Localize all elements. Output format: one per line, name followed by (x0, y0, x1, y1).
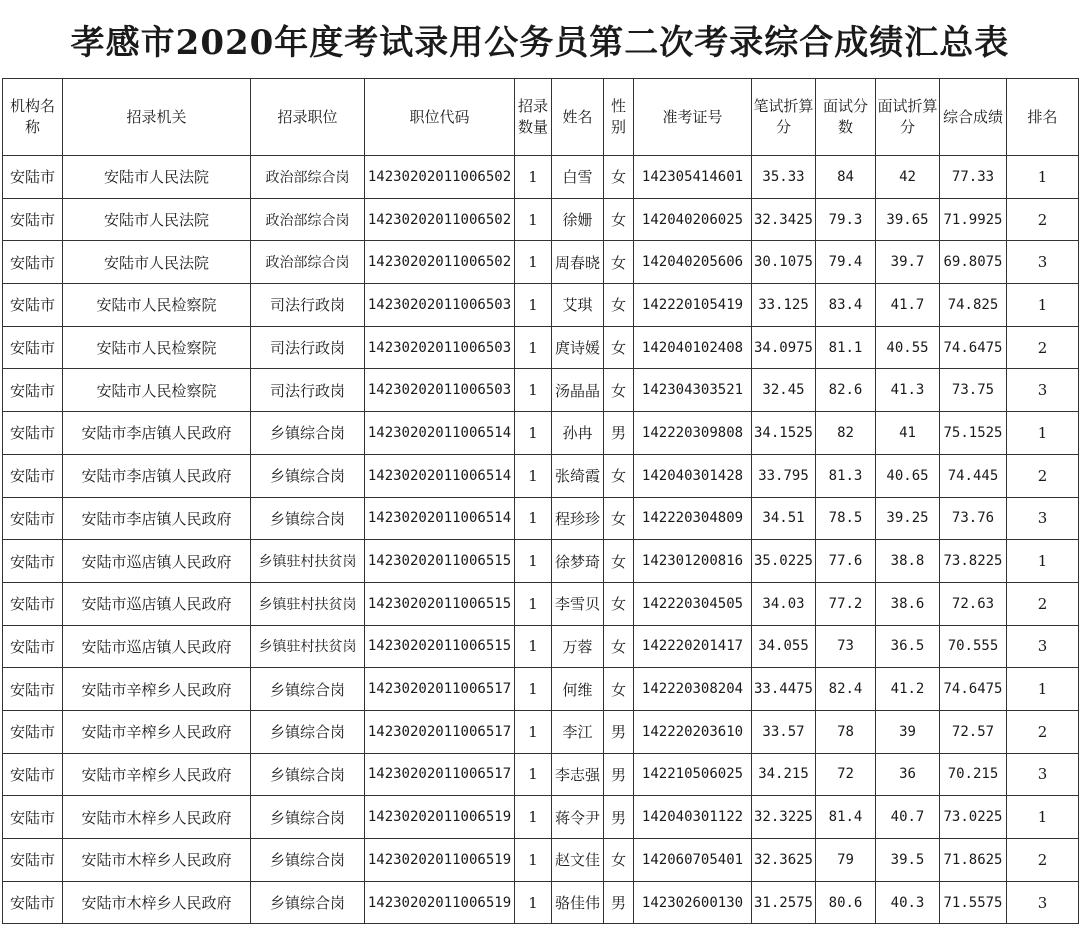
cell-name: 白雪 (552, 156, 604, 199)
cell-interview-score: 83.4 (816, 284, 876, 327)
header-name: 姓名 (552, 79, 604, 156)
cell-name: 艾琪 (552, 284, 604, 327)
cell-exam-id: 142302600130 (634, 881, 752, 924)
cell-gender: 女 (604, 540, 634, 583)
cell-position: 乡镇综合岗 (251, 668, 365, 711)
cell-total-score: 72.57 (940, 710, 1007, 753)
cell-interview-score: 78.5 (816, 497, 876, 540)
cell-interview-score: 77.6 (816, 540, 876, 583)
cell-gender: 女 (604, 241, 634, 284)
cell-total-score: 74.6475 (940, 668, 1007, 711)
cell-exam-id: 142220309808 (634, 412, 752, 455)
cell-org: 安陆市 (3, 540, 63, 583)
cell-position-code: 14230202011006502 (365, 198, 515, 241)
cell-rank: 1 (1007, 284, 1079, 327)
cell-interview-score: 79.3 (816, 198, 876, 241)
cell-name: 张绮霞 (552, 454, 604, 497)
cell-interview-converted: 39.65 (876, 198, 940, 241)
cell-written-score: 34.03 (752, 582, 816, 625)
cell-total-score: 73.76 (940, 497, 1007, 540)
cell-name: 李志强 (552, 753, 604, 796)
cell-position-code: 14230202011006503 (365, 369, 515, 412)
cell-written-score: 33.4475 (752, 668, 816, 711)
cell-gender: 男 (604, 412, 634, 455)
table-row (3, 753, 1079, 796)
cell-position: 乡镇驻村扶贫岗 (251, 582, 365, 625)
cell-written-score: 35.33 (752, 156, 816, 199)
cell-gender: 女 (604, 369, 634, 412)
cell-quota: 1 (515, 241, 552, 284)
cell-org: 安陆市 (3, 582, 63, 625)
cell-gender: 女 (604, 839, 634, 882)
cell-exam-id: 142220105419 (634, 284, 752, 327)
cell-gender: 男 (604, 881, 634, 924)
header-position-code: 职位代码 (365, 79, 515, 156)
cell-org: 安陆市 (3, 326, 63, 369)
cell-written-score: 30.1075 (752, 241, 816, 284)
header-written-score: 笔试折算分 (752, 79, 816, 156)
cell-position-code: 14230202011006517 (365, 668, 515, 711)
header-interview-score: 面试分数 (816, 79, 876, 156)
cell-interview-score: 81.3 (816, 454, 876, 497)
cell-interview-score: 73 (816, 625, 876, 668)
cell-name: 蒋令尹 (552, 796, 604, 839)
cell-rank: 3 (1007, 497, 1079, 540)
cell-rank: 1 (1007, 412, 1079, 455)
cell-interview-converted: 40.55 (876, 326, 940, 369)
cell-position-code: 14230202011006514 (365, 454, 515, 497)
cell-agency: 安陆市巡店镇人民政府 (63, 540, 251, 583)
cell-gender: 女 (604, 198, 634, 241)
cell-quota: 1 (515, 839, 552, 882)
table-row (3, 710, 1079, 753)
cell-quota: 1 (515, 540, 552, 583)
cell-written-score: 31.2575 (752, 881, 816, 924)
cell-total-score: 71.5575 (940, 881, 1007, 924)
cell-written-score: 34.0975 (752, 326, 816, 369)
cell-position: 乡镇驻村扶贫岗 (251, 540, 365, 583)
cell-position-code: 14230202011006502 (365, 241, 515, 284)
cell-position: 乡镇综合岗 (251, 753, 365, 796)
table-body (3, 156, 1079, 924)
cell-quota: 1 (515, 796, 552, 839)
cell-interview-converted: 41.2 (876, 668, 940, 711)
cell-interview-converted: 39.7 (876, 241, 940, 284)
table-row (3, 284, 1079, 327)
cell-rank: 1 (1007, 668, 1079, 711)
table-row (3, 198, 1079, 241)
cell-total-score: 75.1525 (940, 412, 1007, 455)
table-row (3, 540, 1079, 583)
cell-org: 安陆市 (3, 625, 63, 668)
cell-position-code: 14230202011006519 (365, 881, 515, 924)
cell-gender: 女 (604, 497, 634, 540)
cell-org: 安陆市 (3, 710, 63, 753)
table-row (3, 412, 1079, 455)
cell-position-code: 14230202011006519 (365, 839, 515, 882)
cell-interview-score: 79 (816, 839, 876, 882)
table-row (3, 241, 1079, 284)
cell-quota: 1 (515, 710, 552, 753)
cell-exam-id: 142040301122 (634, 796, 752, 839)
cell-org: 安陆市 (3, 156, 63, 199)
cell-position-code: 14230202011006515 (365, 540, 515, 583)
cell-exam-id: 142220304809 (634, 497, 752, 540)
cell-gender: 男 (604, 753, 634, 796)
cell-interview-score: 82.4 (816, 668, 876, 711)
cell-interview-score: 77.2 (816, 582, 876, 625)
cell-agency: 安陆市人民法院 (63, 198, 251, 241)
cell-written-score: 35.0225 (752, 540, 816, 583)
cell-position-code: 14230202011006515 (365, 625, 515, 668)
cell-interview-converted: 36 (876, 753, 940, 796)
cell-rank: 2 (1007, 454, 1079, 497)
cell-written-score: 33.795 (752, 454, 816, 497)
cell-agency: 安陆市李店镇人民政府 (63, 454, 251, 497)
cell-name: 赵文佳 (552, 839, 604, 882)
cell-interview-score: 82.6 (816, 369, 876, 412)
cell-gender: 女 (604, 156, 634, 199)
cell-rank: 3 (1007, 241, 1079, 284)
cell-position-code: 14230202011006515 (365, 582, 515, 625)
cell-org: 安陆市 (3, 241, 63, 284)
cell-agency: 安陆市人民法院 (63, 156, 251, 199)
cell-agency: 安陆市李店镇人民政府 (63, 412, 251, 455)
cell-agency: 安陆市木梓乡人民政府 (63, 839, 251, 882)
cell-rank: 3 (1007, 881, 1079, 924)
cell-org: 安陆市 (3, 668, 63, 711)
cell-written-score: 32.45 (752, 369, 816, 412)
cell-total-score: 73.0225 (940, 796, 1007, 839)
cell-gender: 女 (604, 326, 634, 369)
cell-quota: 1 (515, 198, 552, 241)
cell-exam-id: 142220201417 (634, 625, 752, 668)
cell-written-score: 34.055 (752, 625, 816, 668)
cell-interview-converted: 41.3 (876, 369, 940, 412)
cell-agency: 安陆市辛榨乡人民政府 (63, 668, 251, 711)
header-interview-converted: 面试折算分 (876, 79, 940, 156)
cell-org: 安陆市 (3, 753, 63, 796)
cell-exam-id: 142040102408 (634, 326, 752, 369)
cell-org: 安陆市 (3, 284, 63, 327)
cell-exam-id: 142220203610 (634, 710, 752, 753)
cell-position-code: 14230202011006514 (365, 412, 515, 455)
cell-rank: 3 (1007, 625, 1079, 668)
cell-agency: 安陆市巡店镇人民政府 (63, 625, 251, 668)
cell-quota: 1 (515, 326, 552, 369)
cell-agency: 安陆市巡店镇人民政府 (63, 582, 251, 625)
cell-position-code: 14230202011006514 (365, 497, 515, 540)
cell-position: 乡镇综合岗 (251, 839, 365, 882)
cell-agency: 安陆市辛榨乡人民政府 (63, 710, 251, 753)
cell-org: 安陆市 (3, 796, 63, 839)
cell-quota: 1 (515, 412, 552, 455)
table-row (3, 497, 1079, 540)
cell-exam-id: 142305414601 (634, 156, 752, 199)
cell-gender: 男 (604, 710, 634, 753)
cell-name: 孙冉 (552, 412, 604, 455)
cell-quota: 1 (515, 369, 552, 412)
cell-position-code: 14230202011006503 (365, 284, 515, 327)
cell-exam-id: 142060705401 (634, 839, 752, 882)
cell-exam-id: 142301200816 (634, 540, 752, 583)
header-exam-id: 准考证号 (634, 79, 752, 156)
cell-interview-score: 72 (816, 753, 876, 796)
cell-exam-id: 142040206025 (634, 198, 752, 241)
cell-written-score: 32.3625 (752, 839, 816, 882)
cell-name: 汤晶晶 (552, 369, 604, 412)
cell-exam-id: 142210506025 (634, 753, 752, 796)
cell-quota: 1 (515, 753, 552, 796)
cell-position: 政治部综合岗 (251, 198, 365, 241)
cell-interview-converted: 36.5 (876, 625, 940, 668)
cell-agency: 安陆市人民法院 (63, 241, 251, 284)
table-row (3, 582, 1079, 625)
cell-org: 安陆市 (3, 839, 63, 882)
header-org: 机构名称 (3, 79, 63, 156)
cell-rank: 2 (1007, 710, 1079, 753)
cell-exam-id: 142040301428 (634, 454, 752, 497)
cell-written-score: 33.125 (752, 284, 816, 327)
cell-total-score: 69.8075 (940, 241, 1007, 284)
cell-position: 乡镇综合岗 (251, 412, 365, 455)
table-row (3, 881, 1079, 924)
table-row (3, 625, 1079, 668)
cell-org: 安陆市 (3, 198, 63, 241)
cell-exam-id: 142040205606 (634, 241, 752, 284)
cell-agency: 安陆市人民检察院 (63, 284, 251, 327)
page-title: 孝感市2020年度考试录用公务员第二次考录综合成绩汇总表 (70, 22, 1010, 63)
cell-org: 安陆市 (3, 881, 63, 924)
cell-position-code: 14230202011006517 (365, 753, 515, 796)
cell-gender: 女 (604, 582, 634, 625)
cell-interview-converted: 41 (876, 412, 940, 455)
cell-quota: 1 (515, 668, 552, 711)
cell-name: 何维 (552, 668, 604, 711)
cell-written-score: 34.1525 (752, 412, 816, 455)
cell-position-code: 14230202011006502 (365, 156, 515, 199)
results-table (2, 78, 1079, 924)
cell-interview-converted: 38.6 (876, 582, 940, 625)
cell-name: 程珍珍 (552, 497, 604, 540)
cell-exam-id: 142304303521 (634, 369, 752, 412)
cell-agency: 安陆市人民检察院 (63, 369, 251, 412)
cell-quota: 1 (515, 625, 552, 668)
cell-interview-converted: 40.65 (876, 454, 940, 497)
header-quota: 招录数量 (515, 79, 552, 156)
cell-interview-converted: 39 (876, 710, 940, 753)
cell-interview-converted: 40.7 (876, 796, 940, 839)
cell-org: 安陆市 (3, 369, 63, 412)
cell-interview-converted: 38.8 (876, 540, 940, 583)
cell-agency: 安陆市李店镇人民政府 (63, 497, 251, 540)
cell-name: 庹诗媛 (552, 326, 604, 369)
cell-interview-score: 81.1 (816, 326, 876, 369)
cell-interview-converted: 39.5 (876, 839, 940, 882)
cell-quota: 1 (515, 454, 552, 497)
cell-quota: 1 (515, 582, 552, 625)
cell-rank: 1 (1007, 156, 1079, 199)
cell-org: 安陆市 (3, 454, 63, 497)
cell-name: 李雪贝 (552, 582, 604, 625)
cell-name: 徐梦琦 (552, 540, 604, 583)
cell-total-score: 71.9925 (940, 198, 1007, 241)
table-row (3, 326, 1079, 369)
cell-position: 乡镇驻村扶贫岗 (251, 625, 365, 668)
cell-gender: 女 (604, 668, 634, 711)
table-row (3, 668, 1079, 711)
header-row (3, 79, 1079, 156)
cell-position: 政治部综合岗 (251, 241, 365, 284)
cell-interview-converted: 40.3 (876, 881, 940, 924)
cell-exam-id: 142220304505 (634, 582, 752, 625)
cell-name: 徐姗 (552, 198, 604, 241)
cell-written-score: 34.51 (752, 497, 816, 540)
cell-interview-score: 79.4 (816, 241, 876, 284)
cell-agency: 安陆市木梓乡人民政府 (63, 881, 251, 924)
cell-rank: 2 (1007, 198, 1079, 241)
cell-position: 乡镇综合岗 (251, 497, 365, 540)
cell-interview-converted: 42 (876, 156, 940, 199)
cell-rank: 2 (1007, 839, 1079, 882)
header-rank: 排名 (1007, 79, 1079, 156)
cell-position: 乡镇综合岗 (251, 881, 365, 924)
cell-total-score: 72.63 (940, 582, 1007, 625)
cell-agency: 安陆市人民检察院 (63, 326, 251, 369)
cell-rank: 1 (1007, 796, 1079, 839)
cell-written-score: 32.3425 (752, 198, 816, 241)
cell-gender: 女 (604, 625, 634, 668)
cell-interview-score: 80.6 (816, 881, 876, 924)
table-row (3, 156, 1079, 199)
cell-interview-converted: 41.7 (876, 284, 940, 327)
table-row (3, 796, 1079, 839)
cell-name: 李江 (552, 710, 604, 753)
cell-rank: 3 (1007, 753, 1079, 796)
cell-org: 安陆市 (3, 412, 63, 455)
cell-position-code: 14230202011006503 (365, 326, 515, 369)
table-row (3, 454, 1079, 497)
cell-written-score: 34.215 (752, 753, 816, 796)
cell-position: 乡镇综合岗 (251, 710, 365, 753)
cell-position: 乡镇综合岗 (251, 796, 365, 839)
cell-total-score: 74.825 (940, 284, 1007, 327)
cell-rank: 2 (1007, 326, 1079, 369)
cell-total-score: 71.8625 (940, 839, 1007, 882)
cell-agency: 安陆市木梓乡人民政府 (63, 796, 251, 839)
cell-written-score: 32.3225 (752, 796, 816, 839)
cell-interview-score: 84 (816, 156, 876, 199)
cell-quota: 1 (515, 881, 552, 924)
cell-interview-converted: 39.25 (876, 497, 940, 540)
cell-position: 司法行政岗 (251, 326, 365, 369)
cell-total-score: 73.8225 (940, 540, 1007, 583)
cell-total-score: 74.445 (940, 454, 1007, 497)
cell-gender: 女 (604, 284, 634, 327)
cell-exam-id: 142220308204 (634, 668, 752, 711)
cell-total-score: 74.6475 (940, 326, 1007, 369)
cell-total-score: 77.33 (940, 156, 1007, 199)
header-position: 招录职位 (251, 79, 365, 156)
cell-position: 司法行政岗 (251, 284, 365, 327)
cell-position: 司法行政岗 (251, 369, 365, 412)
table-row (3, 369, 1079, 412)
cell-rank: 1 (1007, 540, 1079, 583)
cell-position: 乡镇综合岗 (251, 454, 365, 497)
cell-position: 政治部综合岗 (251, 156, 365, 199)
cell-interview-score: 81.4 (816, 796, 876, 839)
cell-org: 安陆市 (3, 497, 63, 540)
cell-quota: 1 (515, 497, 552, 540)
cell-agency: 安陆市辛榨乡人民政府 (63, 753, 251, 796)
cell-written-score: 33.57 (752, 710, 816, 753)
cell-name: 骆佳伟 (552, 881, 604, 924)
cell-position-code: 14230202011006517 (365, 710, 515, 753)
cell-total-score: 70.555 (940, 625, 1007, 668)
cell-total-score: 70.215 (940, 753, 1007, 796)
cell-position-code: 14230202011006519 (365, 796, 515, 839)
cell-rank: 2 (1007, 582, 1079, 625)
header-total-score: 综合成绩 (940, 79, 1007, 156)
cell-rank: 3 (1007, 369, 1079, 412)
cell-quota: 1 (515, 156, 552, 199)
cell-interview-score: 78 (816, 710, 876, 753)
cell-name: 周春晓 (552, 241, 604, 284)
cell-gender: 女 (604, 454, 634, 497)
cell-name: 万蓉 (552, 625, 604, 668)
cell-total-score: 73.75 (940, 369, 1007, 412)
table-row (3, 839, 1079, 882)
cell-gender: 男 (604, 796, 634, 839)
cell-interview-score: 82 (816, 412, 876, 455)
cell-quota: 1 (515, 284, 552, 327)
header-agency: 招录机关 (63, 79, 251, 156)
header-gender: 性别 (604, 79, 634, 156)
